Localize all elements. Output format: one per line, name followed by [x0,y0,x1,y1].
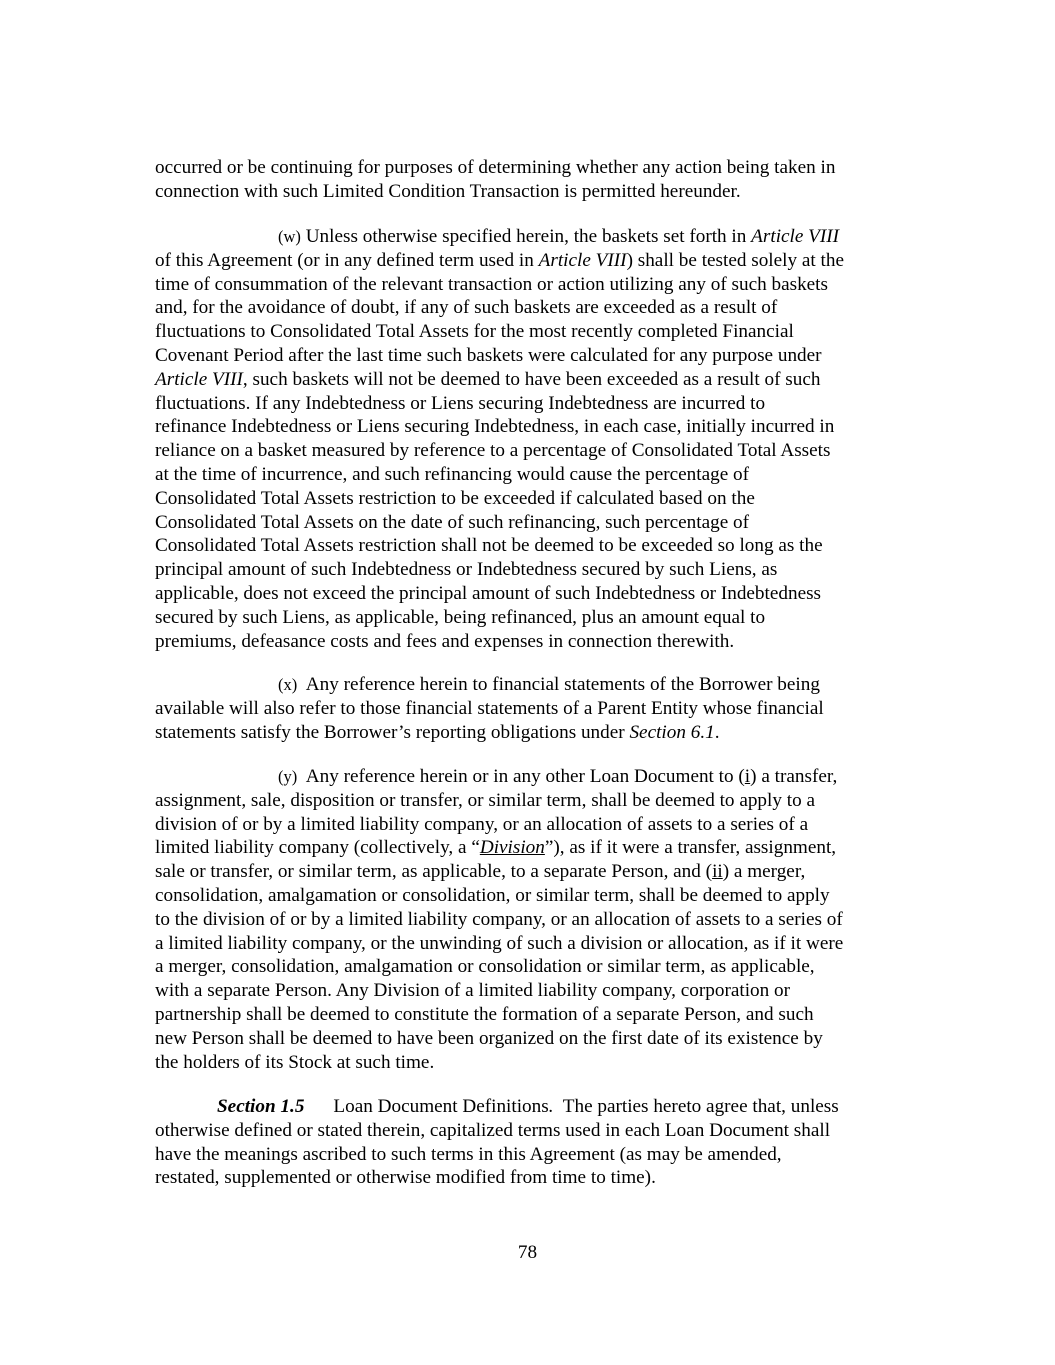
text-line: have the meanings ascribed to such terms in this Agreement (as may be amended, [155,1143,782,1165]
text-line: Consolidated Total Assets restriction shall not be deemed to be exceeded so long as the [155,535,823,557]
text-line: applicable, does not exceed the principal amount of such Indebtedness or Indebtedness [155,582,822,604]
text-line: (y) Any reference herein or in any other Loan Document to (i) a transfer, [278,766,838,787]
text-line: at the time of incurrence, and such refinancing would cause the percentage of [155,463,750,485]
page-number: 78 [517,1242,538,1263]
text-line: principal amount of such Indebtedness or Indebtedness secured by such Liens, as [155,559,778,581]
text-line: Consolidated Total Assets restriction to be exceeded if calculated based on the [155,487,755,509]
text-line: of this Agreement (or in any defined term used in Article VIII) shall be tested solely at the [155,249,844,271]
text-line: assignment, sale, disposition or transfer, or similar term, shall be deemed to apply to a [155,789,815,811]
section-number: Section 1.5 [217,1096,305,1117]
paragraph-y [155,765,907,1074]
paragraph-w [155,225,907,653]
text-line: statements satisfy the Borrower’s reporting obligations under Section 6.1. [155,721,720,743]
text-line: sale or transfer, or similar term, as applicable, to a separate Person, and (ii) a merger, [155,861,806,883]
article-reference: Article VIII [155,368,243,390]
text-line: division of or by a limited liability company, or an allocation of assets to a series of a [155,813,809,835]
text-line: restated, supplemented or otherwise modified from time to time). [155,1167,656,1189]
text-line: Article VIII, such baskets will not be deemed to have been exceeded as a result of such [155,368,821,390]
text-line: a merger, consolidation, amalgamation or consolidation or similar term, as applicable, [155,956,815,978]
text-line: to the division of or by a limited liability company, or an allocation of assets to a series of [155,908,843,930]
text-line: partnership shall be deemed to constitute the formation of a separate Person, and such [155,1003,814,1025]
text-line: time of consummation of the relevant transaction or action utilizing any of such baskets [155,273,828,295]
text-line: consolidation, amalgamation or consolidation, or similar term, shall be deemed to apply [155,884,830,906]
text-line: fluctuations to Consolidated Total Assets for the most recently completed Financial [155,321,794,343]
section-title: Loan Document Definitions [333,1096,549,1117]
text-line: Covenant Period after the last time such baskets were calculated for any purpose under [155,344,822,366]
text-line: with a separate Person. Any Division of a limited liability company, corporation or [155,980,791,1002]
text-line: available will also refer to those financial statements of a Parent Entity whose financial [155,697,824,719]
defined-term: Division [479,837,545,859]
article-reference: Article VIII [538,249,627,271]
text-line: (x) Any reference herein to financial statements of the Borrower being [278,674,820,695]
text-line: (w) Unless otherwise specified herein, the baskets set forth in Article VIII [278,226,840,247]
text-line: Section 1.5 Loan Document Definitions. The parties hereto agree that, unless [217,1096,839,1117]
text-line: secured by such Liens, as applicable, being refinanced, plus an amount equal to [155,606,766,628]
section-1-5 [155,1095,907,1190]
text-line: a limited liability company, or the unwinding of such a division or allocation, as if it were [155,932,844,954]
paragraph-x [155,673,907,744]
continuation-paragraph [155,156,907,204]
text-line: Consolidated Total Assets on the date of such refinancing, such percentage of [155,511,750,533]
text-line: reliance on a basket measured by reference to a percentage of Consolidated Total Assets [155,440,831,462]
text-line: limited liability company (collectively, a “Division”), as if it were a transfer, assignment, [155,837,837,859]
roman-numeral-marker: ii [712,861,723,883]
text-line: otherwise defined or stated therein, capitalized terms used in each Loan Document shall [155,1119,831,1141]
paragraph-label: (w) [278,227,301,246]
section-reference: Section 6.1 [629,721,715,743]
text-line: refinance Indebtedness or Liens securing Indebtedness, in each case, initially incurred in [155,416,835,438]
text-line: and, for the avoidance of doubt, if any of such baskets are exceeded as a result of [155,297,778,319]
article-reference: Article VIII [751,226,840,247]
text-line: new Person shall be deemed to have been organized on the first date of its existence by [155,1027,823,1049]
roman-numeral-marker: i [744,766,751,787]
text-line: fluctuations. If any Indebtedness or Liens securing Indebtedness are incurred to [155,392,766,414]
paragraph-label: (x) [278,675,298,694]
text-line: premiums, defeasance costs and fees and expenses in connection therewith. [155,630,735,652]
paragraph-label: (y) [278,767,298,786]
text-line: connection with such Limited Condition Transaction is permitted hereunder. [155,180,741,202]
text-line: the holders of its Stock at such time. [155,1051,435,1073]
text-line: occurred or be continuing for purposes of determining whether any action being taken in [155,157,836,178]
